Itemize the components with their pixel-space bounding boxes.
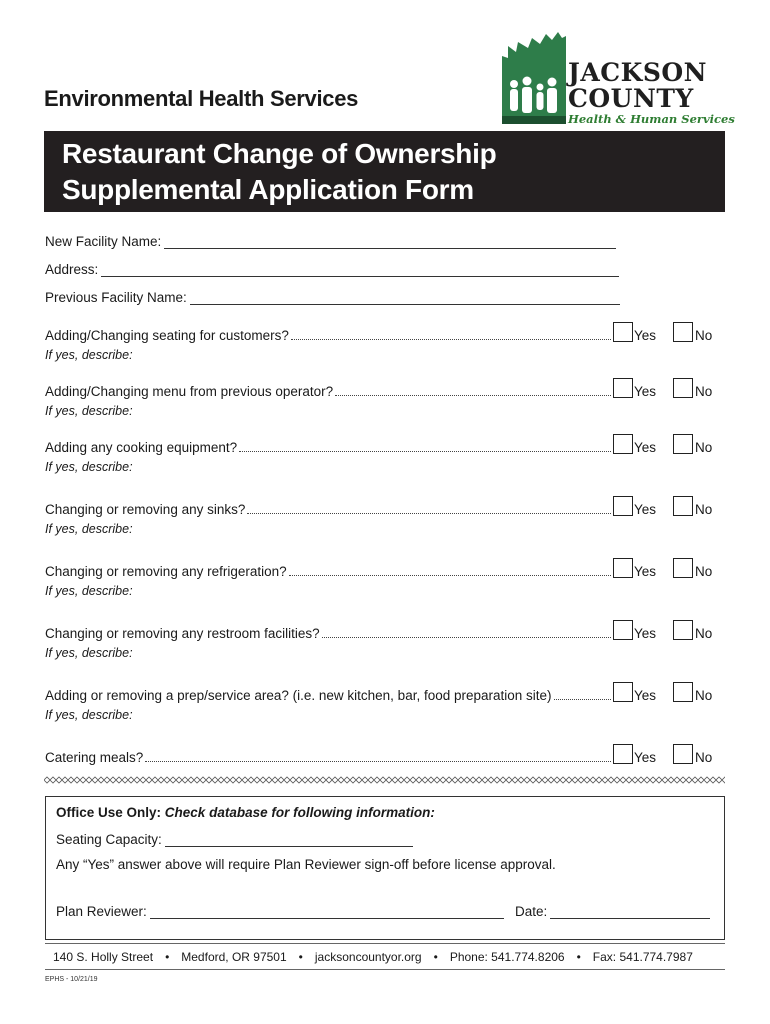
yes-checkbox[interactable] xyxy=(613,682,633,702)
office-use-instruction: Check database for following information: xyxy=(164,805,435,820)
question-refrigeration xyxy=(45,564,725,604)
seating-capacity-input[interactable] xyxy=(165,833,413,847)
no-label: No xyxy=(695,384,713,399)
previous-facility-field xyxy=(45,290,620,305)
no-label: No xyxy=(695,750,713,765)
footer-street: 140 S. Holly Street xyxy=(53,949,154,964)
yes-label: Yes xyxy=(634,328,657,343)
question-text: Changing or removing any refrigeration? xyxy=(45,564,287,579)
office-use-heading xyxy=(56,805,435,820)
question-text: Adding any cooking equipment? xyxy=(45,440,238,455)
no-checkbox[interactable] xyxy=(673,496,693,516)
plan-reviewer-label: Plan Reviewer: xyxy=(56,904,147,919)
question-cooking-equipment xyxy=(45,440,725,480)
describe-label: If yes, describe: xyxy=(45,460,133,474)
office-use-box xyxy=(45,796,725,940)
question-text: Changing or removing any sinks? xyxy=(45,502,246,517)
footer-website[interactable]: jacksoncountyor.org xyxy=(314,949,422,964)
form-title-line1: Restaurant Change of Ownership xyxy=(62,138,497,169)
date-field xyxy=(515,904,710,919)
question-seating xyxy=(45,328,725,368)
form-title-line2: Supplemental Application Form xyxy=(62,174,474,205)
describe-label: If yes, describe: xyxy=(45,584,133,598)
question-text: Changing or removing any restroom facilities? xyxy=(45,626,320,641)
form-code: EPHS - 10/21/19 xyxy=(45,976,98,983)
facility-name-label: New Facility Name: xyxy=(45,234,162,249)
approval-notice: Any “Yes” answer above will require Plan Reviewer sign-off before license approval. xyxy=(56,857,556,872)
facility-name-field xyxy=(45,234,616,249)
seating-capacity-label: Seating Capacity: xyxy=(56,832,162,847)
footer-phone: Phone: 541.774.8206 xyxy=(449,949,565,964)
decorative-divider xyxy=(44,775,725,785)
no-checkbox[interactable] xyxy=(673,620,693,640)
no-label: No xyxy=(695,688,713,703)
contact-footer xyxy=(45,943,725,970)
describe-label: If yes, describe: xyxy=(45,646,133,660)
describe-label: If yes, describe: xyxy=(45,404,133,418)
yes-checkbox[interactable] xyxy=(613,434,633,454)
question-restroom xyxy=(45,626,725,666)
logo-text-hhs: Health & Human Services xyxy=(568,112,735,126)
question-text: Adding/Changing menu from previous operator? xyxy=(45,384,334,399)
yes-label: Yes xyxy=(634,564,657,579)
no-checkbox[interactable] xyxy=(673,434,693,454)
no-checkbox[interactable] xyxy=(673,682,693,702)
bullet-separator: • xyxy=(433,949,438,964)
office-use-label: Office Use Only: xyxy=(56,805,162,820)
yes-label: Yes xyxy=(634,750,657,765)
yes-label: Yes xyxy=(634,440,657,455)
yes-checkbox[interactable] xyxy=(613,558,633,578)
bullet-separator: • xyxy=(298,949,303,964)
no-checkbox[interactable] xyxy=(673,744,693,764)
yes-label: Yes xyxy=(634,626,657,641)
no-label: No xyxy=(695,564,713,579)
address-field xyxy=(45,262,619,277)
department-heading: Environmental Health Services xyxy=(44,86,359,111)
no-label: No xyxy=(695,502,713,517)
family-logo-icon xyxy=(500,32,566,124)
footer-city: Medford, OR 97501 xyxy=(181,949,287,964)
question-menu xyxy=(45,384,725,424)
question-text: Catering meals? xyxy=(45,750,144,765)
no-checkbox[interactable] xyxy=(673,558,693,578)
address-label: Address: xyxy=(45,262,99,277)
form-title-banner xyxy=(44,131,725,212)
describe-label: If yes, describe: xyxy=(45,708,133,722)
address-input[interactable] xyxy=(101,263,619,277)
no-checkbox[interactable] xyxy=(673,322,693,342)
question-sinks xyxy=(45,502,725,542)
no-label: No xyxy=(695,328,713,343)
facility-name-input[interactable] xyxy=(164,235,616,249)
yes-checkbox[interactable] xyxy=(613,620,633,640)
yes-label: Yes xyxy=(634,502,657,517)
date-input[interactable] xyxy=(550,905,710,919)
plan-reviewer-field xyxy=(56,904,504,919)
seating-capacity-field xyxy=(56,832,413,847)
question-text: Adding/Changing seating for customers? xyxy=(45,328,289,343)
footer-fax: Fax: 541.774.7987 xyxy=(592,949,693,964)
logo-text-jackson: JACKSON xyxy=(568,58,708,87)
bullet-separator: • xyxy=(165,949,170,964)
yes-label: Yes xyxy=(634,384,657,399)
previous-facility-label: Previous Facility Name: xyxy=(45,290,187,305)
describe-label: If yes, describe: xyxy=(45,522,133,536)
no-label: No xyxy=(695,440,713,455)
jackson-county-logo xyxy=(500,32,735,128)
yes-checkbox[interactable] xyxy=(613,496,633,516)
yes-label: Yes xyxy=(634,688,657,703)
yes-checkbox[interactable] xyxy=(613,378,633,398)
yes-checkbox[interactable] xyxy=(613,322,633,342)
bullet-separator: • xyxy=(576,949,581,964)
previous-facility-input[interactable] xyxy=(190,291,620,305)
no-label: No xyxy=(695,626,713,641)
question-text: Adding or removing a prep/service area? (i.e. new kitchen, bar, food preparation site) xyxy=(45,688,552,703)
no-checkbox[interactable] xyxy=(673,378,693,398)
describe-label: If yes, describe: xyxy=(45,348,133,362)
yes-checkbox[interactable] xyxy=(613,744,633,764)
date-label: Date: xyxy=(515,904,548,919)
plan-reviewer-input[interactable] xyxy=(150,905,504,919)
logo-text-county: COUNTY xyxy=(568,84,694,113)
question-prep-area xyxy=(45,688,725,728)
